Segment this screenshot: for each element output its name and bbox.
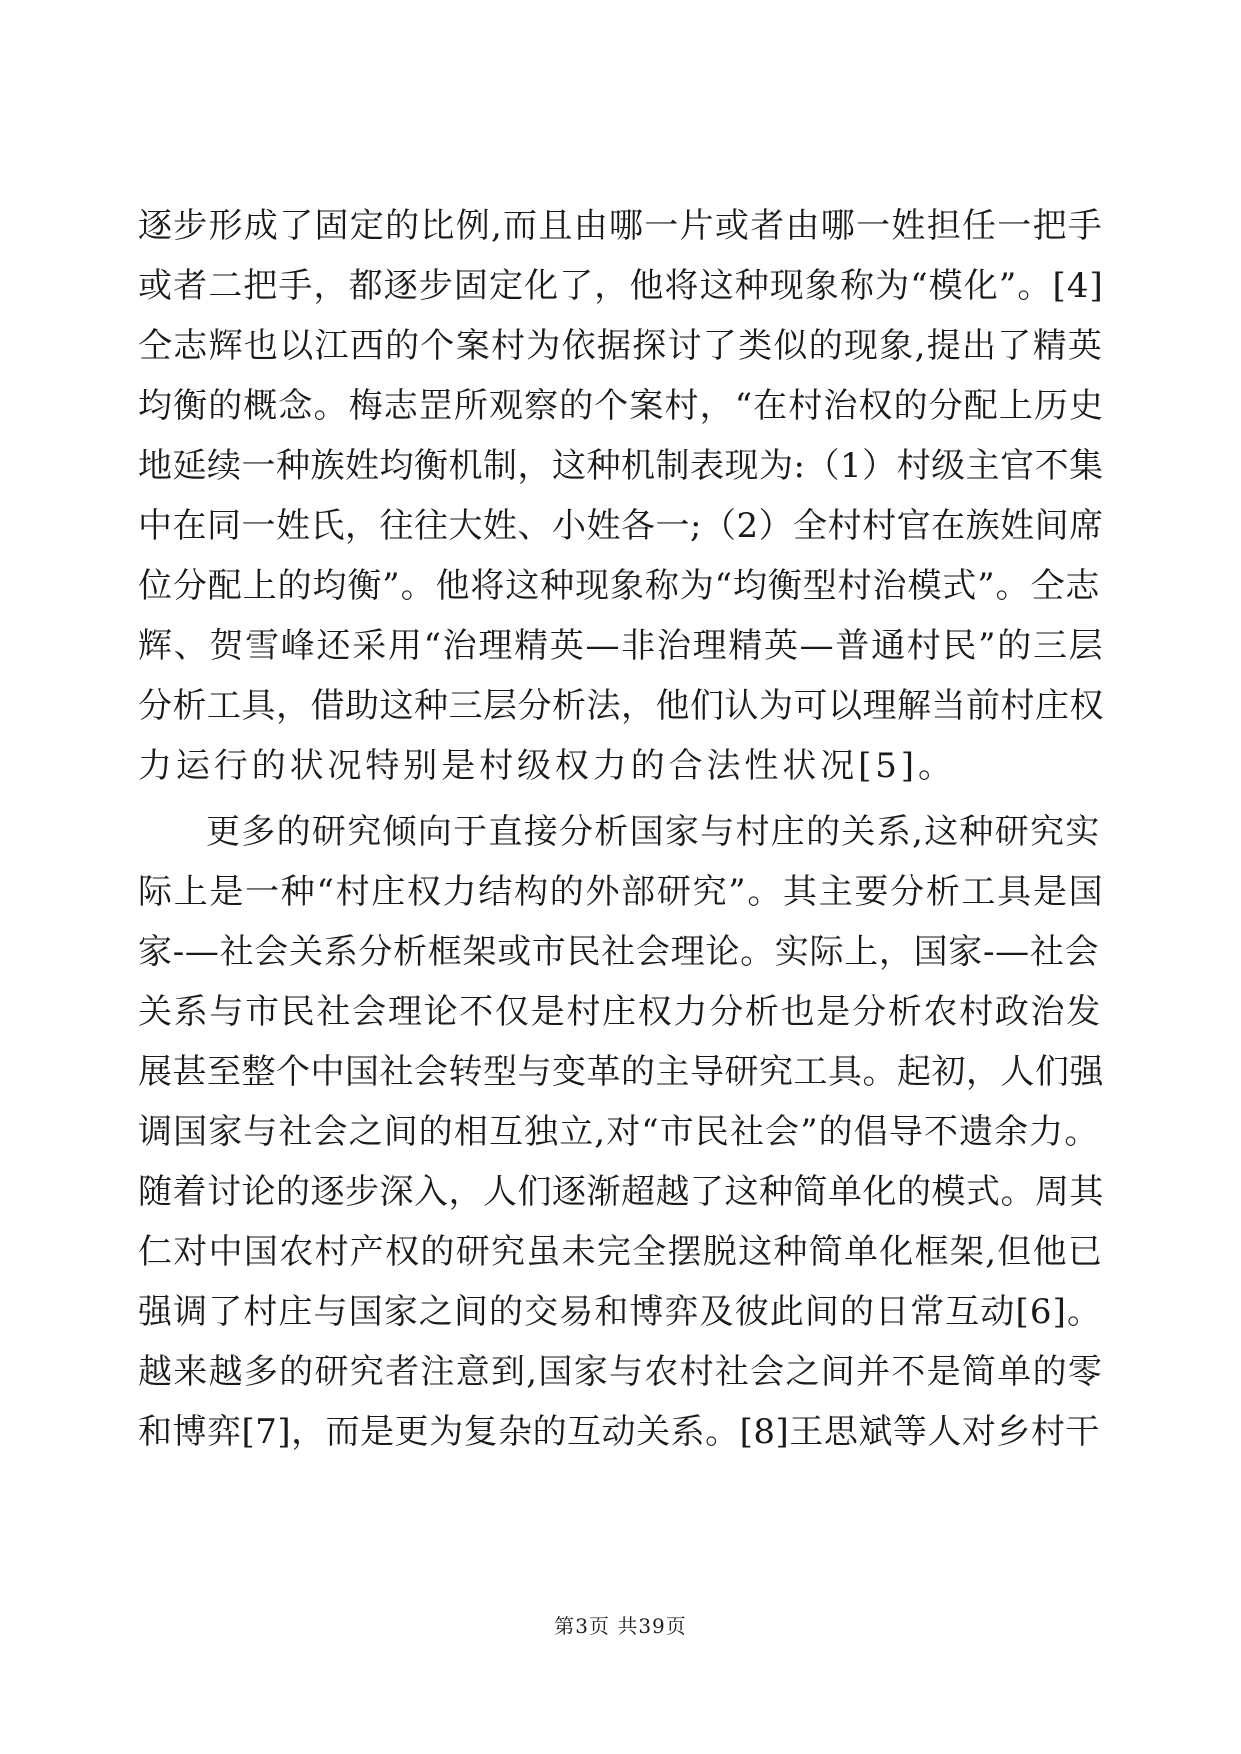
text-line: 仝志辉也以江西的个案村为依据探讨了类似的现象,提出了精英	[138, 326, 1104, 366]
text-line: 均衡的概念。梅志罡所观察的个案村，“在村治权的分配上历史	[138, 386, 1105, 426]
text-line: 家-—社会关系分析框架或市民社会理论。实际上，国家-—社会	[138, 932, 1100, 972]
text-line: 越来越多的研究者注意到,国家与农村社会之间并不是简单的零	[138, 1352, 1104, 1392]
text-line: 中在同一姓氏，往往大姓、小姓各一;（2）全村村官在族姓间席	[138, 506, 1104, 546]
text-line: 随着讨论的逐步深入，人们逐渐超越了这种简单化的模式。周其	[138, 1172, 1104, 1212]
text-line: 调国家与社会之间的相互独立,对“市民社会”的倡导不遗余力。	[138, 1112, 1100, 1152]
text-line: 际上是一种“村庄权力结构的外部研究”。其主要分析工具是国	[138, 872, 1105, 912]
text-line: 和博弈[7]，而是更为复杂的互动关系。[8]王思斌等人对乡村干	[138, 1412, 1100, 1452]
text-line: 地延续一种族姓均衡机制，这种机制表现为:（1）村级主官不集	[138, 446, 1104, 486]
text-line: 分析工具，借助这种三层分析法，他们认为可以理解当前村庄权	[138, 686, 1104, 726]
text-line: 位分配上的均衡”。他将这种现象称为“均衡型村治模式”。仝志	[138, 566, 1101, 606]
text-line: 逐步形成了固定的比例,而且由哪一片或者由哪一姓担任一把手	[138, 206, 1104, 246]
text-line: 展甚至整个中国社会转型与变革的主导研究工具。起初，人们强	[138, 1052, 1104, 1092]
text-line: 或者二把手，都逐步固定化了，他将这种现象称为“模化”。[4]	[138, 266, 1104, 306]
text-line: 辉、贺雪峰还采用“治理精英—非治理精英—普通村民”的三层	[138, 626, 1105, 666]
page-footer: 第3页 共39页	[554, 1614, 687, 1638]
text-line: 仁对中国农村产权的研究虽未完全摆脱这种简单化框架,但他已	[138, 1232, 1104, 1272]
paragraph-start-line: 更多的研究倾向于直接分析国家与村庄的关系,这种研究实	[206, 812, 1101, 852]
text-line: 强调了村庄与国家之间的交易和博弈及彼此间的日常互动[6]。	[138, 1292, 1103, 1332]
text-line: 关系与市民社会理论不仅是村庄权力分析也是分析农村政治发	[138, 992, 1102, 1032]
text-line: 力运行的状况特别是村级权力的合法性状况[5]。	[138, 746, 956, 786]
